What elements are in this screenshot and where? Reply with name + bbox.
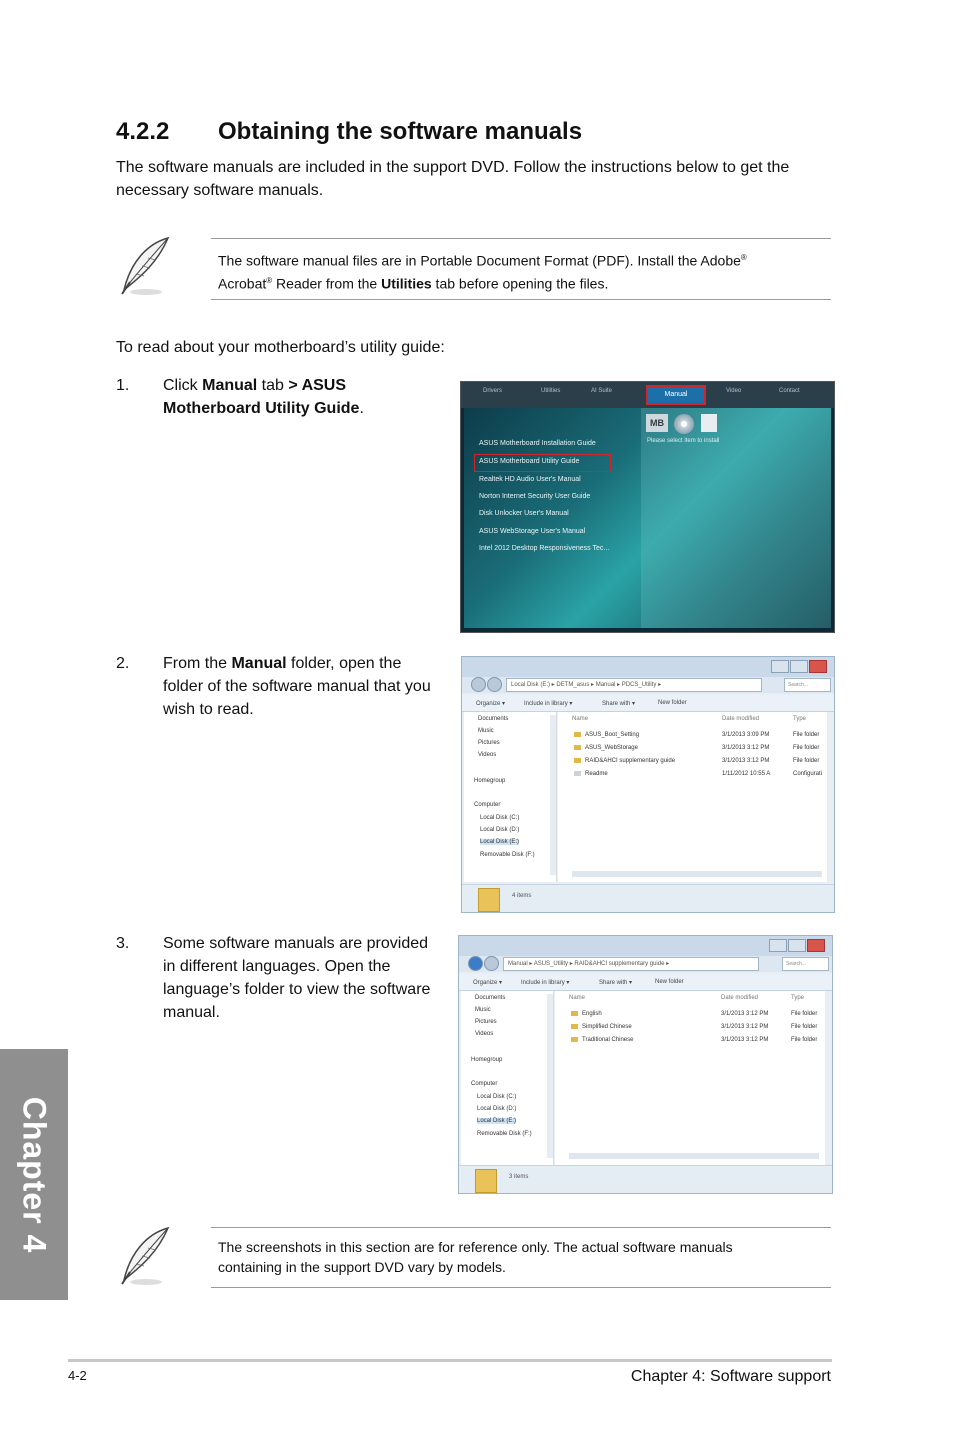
file-row-type: Configurati [793, 771, 823, 777]
tab-ai-suite[interactable]: AI Suite [591, 388, 613, 394]
menu-item-installation-guide[interactable]: ASUS Motherboard Installation Guide [479, 440, 596, 447]
nav-disk-e[interactable]: Local Disk (E:) [477, 1118, 517, 1124]
config-file-icon [574, 771, 581, 776]
share-with-button[interactable]: Share with ▾ [602, 701, 636, 707]
navigation-pane [464, 712, 557, 882]
nav-videos[interactable]: Videos [478, 752, 497, 758]
folder-icon [571, 1011, 578, 1016]
file-row[interactable]: RAID&AHCI supplementary guide [574, 758, 675, 764]
tab-video[interactable]: Video [726, 388, 742, 394]
nav-removable-f[interactable]: Removable Disk (F:) [480, 852, 535, 858]
disc-icon [674, 414, 694, 434]
status-bar [459, 1165, 832, 1194]
folder-icon [571, 1037, 578, 1042]
horizontal-scrollbar[interactable] [569, 1153, 819, 1159]
note-text-pdf: The software manual files are in Portable Document Format (PDF). Install the Adobe® Acrobat® Reader from the Utilities tab before opening the files. [218, 252, 747, 292]
tab-utilities[interactable]: Utilities [541, 388, 561, 394]
step-1-number: 1. [116, 377, 130, 394]
menu-item-norton-guide[interactable]: Norton Internet Security User Guide [479, 493, 591, 500]
file-row[interactable]: ASUS_WebStorage [574, 745, 638, 751]
nav-disk-c[interactable]: Local Disk (C:) [480, 815, 520, 821]
menu-item-realtek-manual[interactable]: Realtek HD Audio User's Manual [479, 476, 581, 483]
address-bar[interactable]: Local Disk (E:) ▸ DETM_asus ▸ Manual ▸ PDCS_Utility ▸ [506, 678, 762, 692]
menu-item-utility-guide[interactable]: ASUS Motherboard Utility Guide [479, 458, 580, 465]
nav-pictures[interactable]: Pictures [475, 1019, 497, 1025]
step-1-text: Click Manual tab > ASUS Motherboard Utility Guide. [163, 377, 364, 417]
nav-disk-d[interactable]: Local Disk (D:) [480, 827, 520, 833]
close-icon[interactable] [809, 660, 827, 673]
maximize-icon[interactable] [790, 660, 808, 673]
column-date-modified[interactable]: Date modified [722, 716, 760, 722]
menu-item-webstorage[interactable]: ASUS WebStorage User's Manual [479, 528, 586, 535]
search-input[interactable]: Search... [784, 678, 831, 692]
include-library-button[interactable]: Include in library ▾ [524, 701, 573, 707]
step-2-text: From the Manual folder, open the folder of the software manual that you wish to read. [163, 655, 431, 718]
column-name[interactable]: Name [569, 995, 586, 1001]
nav-disk-e[interactable]: Local Disk (E:) [480, 839, 520, 845]
folder-icon [571, 1024, 578, 1029]
nav-disk-c[interactable]: Local Disk (C:) [477, 1094, 517, 1100]
menu-item-disk-unlocker[interactable]: Disk Unlocker User's Manual [479, 510, 569, 517]
folder-icon [574, 758, 581, 763]
organize-button[interactable]: Organize ▾ [473, 980, 503, 986]
nav-pictures[interactable]: Pictures [478, 740, 500, 746]
file-row-type: File folder [791, 1037, 818, 1043]
item-count: 3 items [509, 1174, 529, 1180]
file-row-type: File folder [793, 745, 820, 751]
horizontal-scrollbar[interactable] [572, 871, 822, 877]
explorer-window-manual [461, 656, 835, 913]
organize-button[interactable]: Organize ▾ [476, 701, 506, 707]
minimize-icon[interactable] [769, 939, 787, 952]
note-box-screenshots [211, 1227, 831, 1288]
intro-paragraph: The software manuals are included in the support DVD. Follow the instructions below to get the necessary software manuals. [116, 159, 790, 199]
new-folder-button[interactable]: New folder [655, 979, 684, 985]
column-type[interactable]: Type [793, 716, 807, 722]
file-row-date: 3/1/2013 3:12 PM [721, 1011, 769, 1017]
address-bar[interactable]: Manual ▸ ASUS_Utility ▸ RAID&AHCI supplementary guide ▸ [503, 957, 759, 971]
back-icon[interactable] [471, 677, 486, 692]
folder-large-icon [475, 1169, 497, 1193]
share-with-button[interactable]: Share with ▾ [599, 980, 633, 986]
file-row[interactable]: English [571, 1011, 602, 1017]
minimize-icon[interactable] [771, 660, 789, 673]
navigation-pane [461, 991, 554, 1165]
new-folder-button[interactable]: New folder [658, 700, 687, 706]
footer-divider [68, 1359, 832, 1362]
step-3-text: Some software manuals are provided in different languages. Open the language’s folder to view the software manual. [163, 935, 431, 1021]
explorer-window-languages [458, 935, 833, 1194]
nav-disk-d[interactable]: Local Disk (D:) [477, 1106, 517, 1112]
selection-highlight [474, 454, 611, 472]
column-name[interactable]: Name [572, 716, 589, 722]
note-text-screenshots: The screenshots in this section are for reference only. The actual software manuals containing in the support DVD vary by models. [218, 1239, 733, 1275]
file-row-date: 3/1/2013 3:12 PM [722, 758, 770, 764]
note-feather-icon [116, 1226, 176, 1293]
file-row-date: 3/1/2013 3:12 PM [721, 1037, 769, 1043]
back-icon[interactable] [468, 956, 483, 971]
nav-homegroup[interactable]: Homegroup [474, 778, 506, 784]
column-type[interactable]: Type [791, 995, 805, 1001]
file-row[interactable]: ASUS_Boot_Setting [574, 732, 639, 738]
chapter-tab [0, 1049, 68, 1300]
nav-scrollbar[interactable] [550, 715, 556, 875]
nav-scrollbar[interactable] [547, 994, 553, 1158]
tab-contact[interactable]: Contact [779, 388, 800, 394]
installer-hint: Please select item to install [647, 438, 720, 444]
folder-icon [574, 745, 581, 750]
forward-icon[interactable] [484, 956, 499, 971]
section-title: Obtaining the software manuals [218, 118, 583, 145]
installer-screenshot [460, 381, 835, 633]
status-bar [462, 884, 834, 913]
nav-homegroup[interactable]: Homegroup [471, 1057, 503, 1063]
file-row-date: 1/11/2012 10:55 A [722, 771, 771, 777]
footer-chapter-title: Chapter 4: Software support [630, 1368, 831, 1385]
tab-drivers[interactable]: Drivers [483, 388, 502, 394]
nav-computer[interactable]: Computer [474, 802, 501, 808]
nav-computer[interactable]: Computer [471, 1081, 498, 1087]
note-box-pdf [211, 238, 831, 300]
maximize-icon[interactable] [788, 939, 806, 952]
nav-documents[interactable]: Documents [478, 716, 509, 722]
menu-item-intel-responsiveness[interactable]: Intel 2012 Desktop Responsiveness Tec... [479, 545, 610, 552]
section-number: 4.2.2 [116, 118, 170, 145]
file-row-type: File folder [791, 1011, 818, 1017]
file-row-type: File folder [791, 1024, 818, 1030]
item-count: 4 items [512, 893, 532, 899]
nav-documents[interactable]: Documents [475, 995, 506, 1001]
note-feather-icon [116, 236, 176, 303]
search-input[interactable]: Search... [782, 957, 829, 971]
forward-icon[interactable] [487, 677, 502, 692]
lead-text: To read about your motherboard’s utility guide: [116, 339, 445, 356]
close-icon[interactable] [807, 939, 825, 952]
include-library-button[interactable]: Include in library ▾ [521, 980, 570, 986]
file-row-date: 3/1/2013 3:09 PM [722, 732, 770, 738]
file-list [558, 712, 827, 882]
chapter-tab-label: Chapter 4 [16, 1096, 53, 1253]
nav-removable-f[interactable]: Removable Disk (F:) [477, 1131, 532, 1137]
nav-music[interactable]: Music [475, 1007, 491, 1013]
toolbar [459, 974, 832, 991]
toolbar [462, 695, 834, 712]
file-row[interactable]: Simplified Chinese [571, 1024, 632, 1030]
folder-large-icon [478, 888, 500, 912]
file-list [555, 991, 825, 1165]
file-row-date: 3/1/2013 3:12 PM [722, 745, 770, 751]
step-3-number: 3. [116, 935, 130, 952]
nav-music[interactable]: Music [478, 728, 494, 734]
file-row[interactable]: Traditional Chinese [571, 1037, 633, 1043]
step-2-number: 2. [116, 655, 130, 672]
column-date-modified[interactable]: Date modified [721, 995, 759, 1001]
file-row-type: File folder [793, 758, 820, 764]
file-row-type: File folder [793, 732, 820, 738]
page-number: 4-2 [68, 1368, 87, 1383]
nav-videos[interactable]: Videos [475, 1031, 494, 1037]
file-row-date: 3/1/2013 3:12 PM [721, 1024, 769, 1030]
motherboard-icon: MB [646, 414, 668, 432]
file-row[interactable]: Readme [574, 771, 608, 777]
document-icon [701, 414, 717, 432]
tab-manual[interactable]: Manual [646, 385, 706, 405]
folder-icon [574, 732, 581, 737]
